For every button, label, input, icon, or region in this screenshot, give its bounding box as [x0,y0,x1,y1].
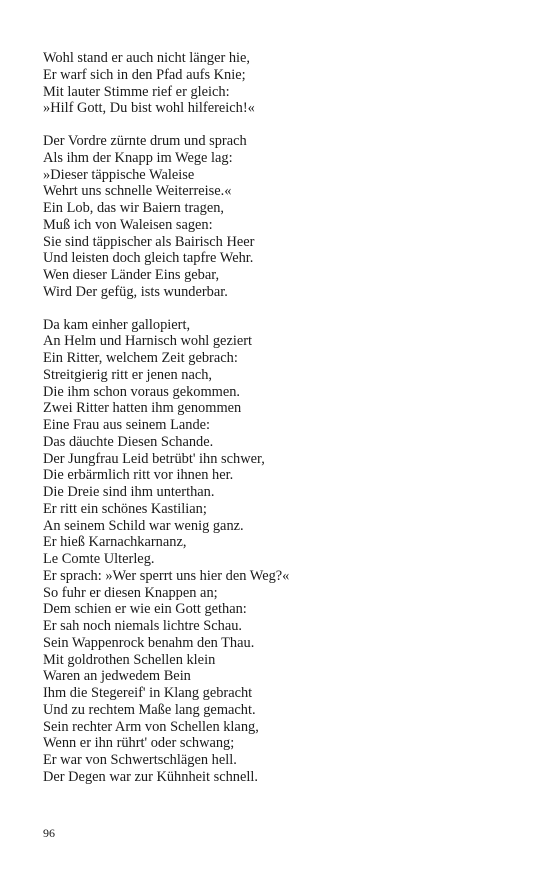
verse-line: Er war von Schwertschlägen hell. [43,752,237,768]
stanza [43,50,513,117]
verse-line: Zwei Ritter hatten ihm genommen [43,400,242,417]
verse-line: »Dieser täppische Waleise [43,166,195,183]
verse-line: Er sah noch niemals lichtre Schau. [43,618,243,634]
verse-line: Wohl stand er auch nicht länger hie, [43,50,251,66]
verse-line: Waren an jedwedem Bein [43,668,191,685]
verse-line: Ein Lob, das wir Baiern tragen, [43,200,225,216]
verse-line: An Helm und Harnisch wohl geziert [43,333,253,350]
verse-line: Sie sind täppischer als Bairisch Heer [43,233,255,250]
verse-line: Ihm die Stegereif' in Klang gebracht [43,685,253,701]
verse-line: Das däuchte Diesen Schande. [43,433,214,450]
poem-text [43,50,513,786]
verse-line: Sein rechter Arm von Schellen klang, [43,718,259,735]
verse-line: Sein Wappenrock benahm den Thau. [43,634,255,651]
verse-line: Wehrt uns schnelle Weiterreise.« [43,183,232,200]
verse-line: Er sprach: »Wer sperrt uns hier den Weg?« [43,567,290,584]
verse-line: Eine Frau aus seinem Lande: [43,417,211,433]
verse-line: Wenn er ihn rührt' oder schwang; [43,735,235,752]
verse-line: An seinem Schild war wenig ganz. [43,517,244,534]
verse-line: Dem schien er wie ein Gott gethan: [43,601,247,618]
verse-line: Mit lauter Stimme rief er gleich: [43,83,230,100]
verse-line: Er hieß Karnachkarnanz, [43,534,187,551]
verse-line: Da kam einher gallopiert, [43,316,191,333]
verse-line: Die erbärmlich ritt vor ihnen her. [43,467,234,484]
verse-line: Der Degen war zur Kühnheit schnell. [43,768,258,785]
verse-line: Wird Der gefüg, ists wunderbar. [43,283,228,300]
verse-line: Wen dieser Länder Eins gebar, [43,267,220,283]
verse-line: Die Dreie sind ihm unterthan. [43,484,215,500]
page-number: 96 [43,826,55,840]
verse-line: Muß ich von Waleisen sagen: [43,216,213,233]
verse-line: Er warf sich in den Pfad aufs Knie; [43,66,246,83]
stanza [43,317,513,786]
verse-line: Und zu rechtem Maße lang gemacht. [43,701,256,718]
verse-line: Streitgierig ritt er jenen nach, [43,366,213,383]
verse-line: Mit goldrothen Schellen klein [43,651,216,668]
verse-line: So fuhr er diesen Knappen an; [43,584,218,601]
verse-line: Ein Ritter, welchem Zeit gebrach: [43,350,238,366]
stanza [43,133,513,301]
verse-line: Die ihm schon voraus gekommen. [43,383,241,400]
verse-line: Le Comte Ulterleg. [43,551,155,567]
verse-line: Und leisten doch gleich tapfre Wehr. [43,250,254,267]
verse-line: »Hilf Gott, Du bist wohl hilfereich!« [43,100,255,117]
verse-line: Der Jungfrau Leid betrübt' ihn schwer, [43,450,265,467]
verse-line: Er ritt ein schönes Kastilian; [43,500,207,517]
verse-line: Der Vordre zürnte drum und sprach [43,133,247,149]
verse-line: Als ihm der Knapp im Wege lag: [43,149,233,166]
